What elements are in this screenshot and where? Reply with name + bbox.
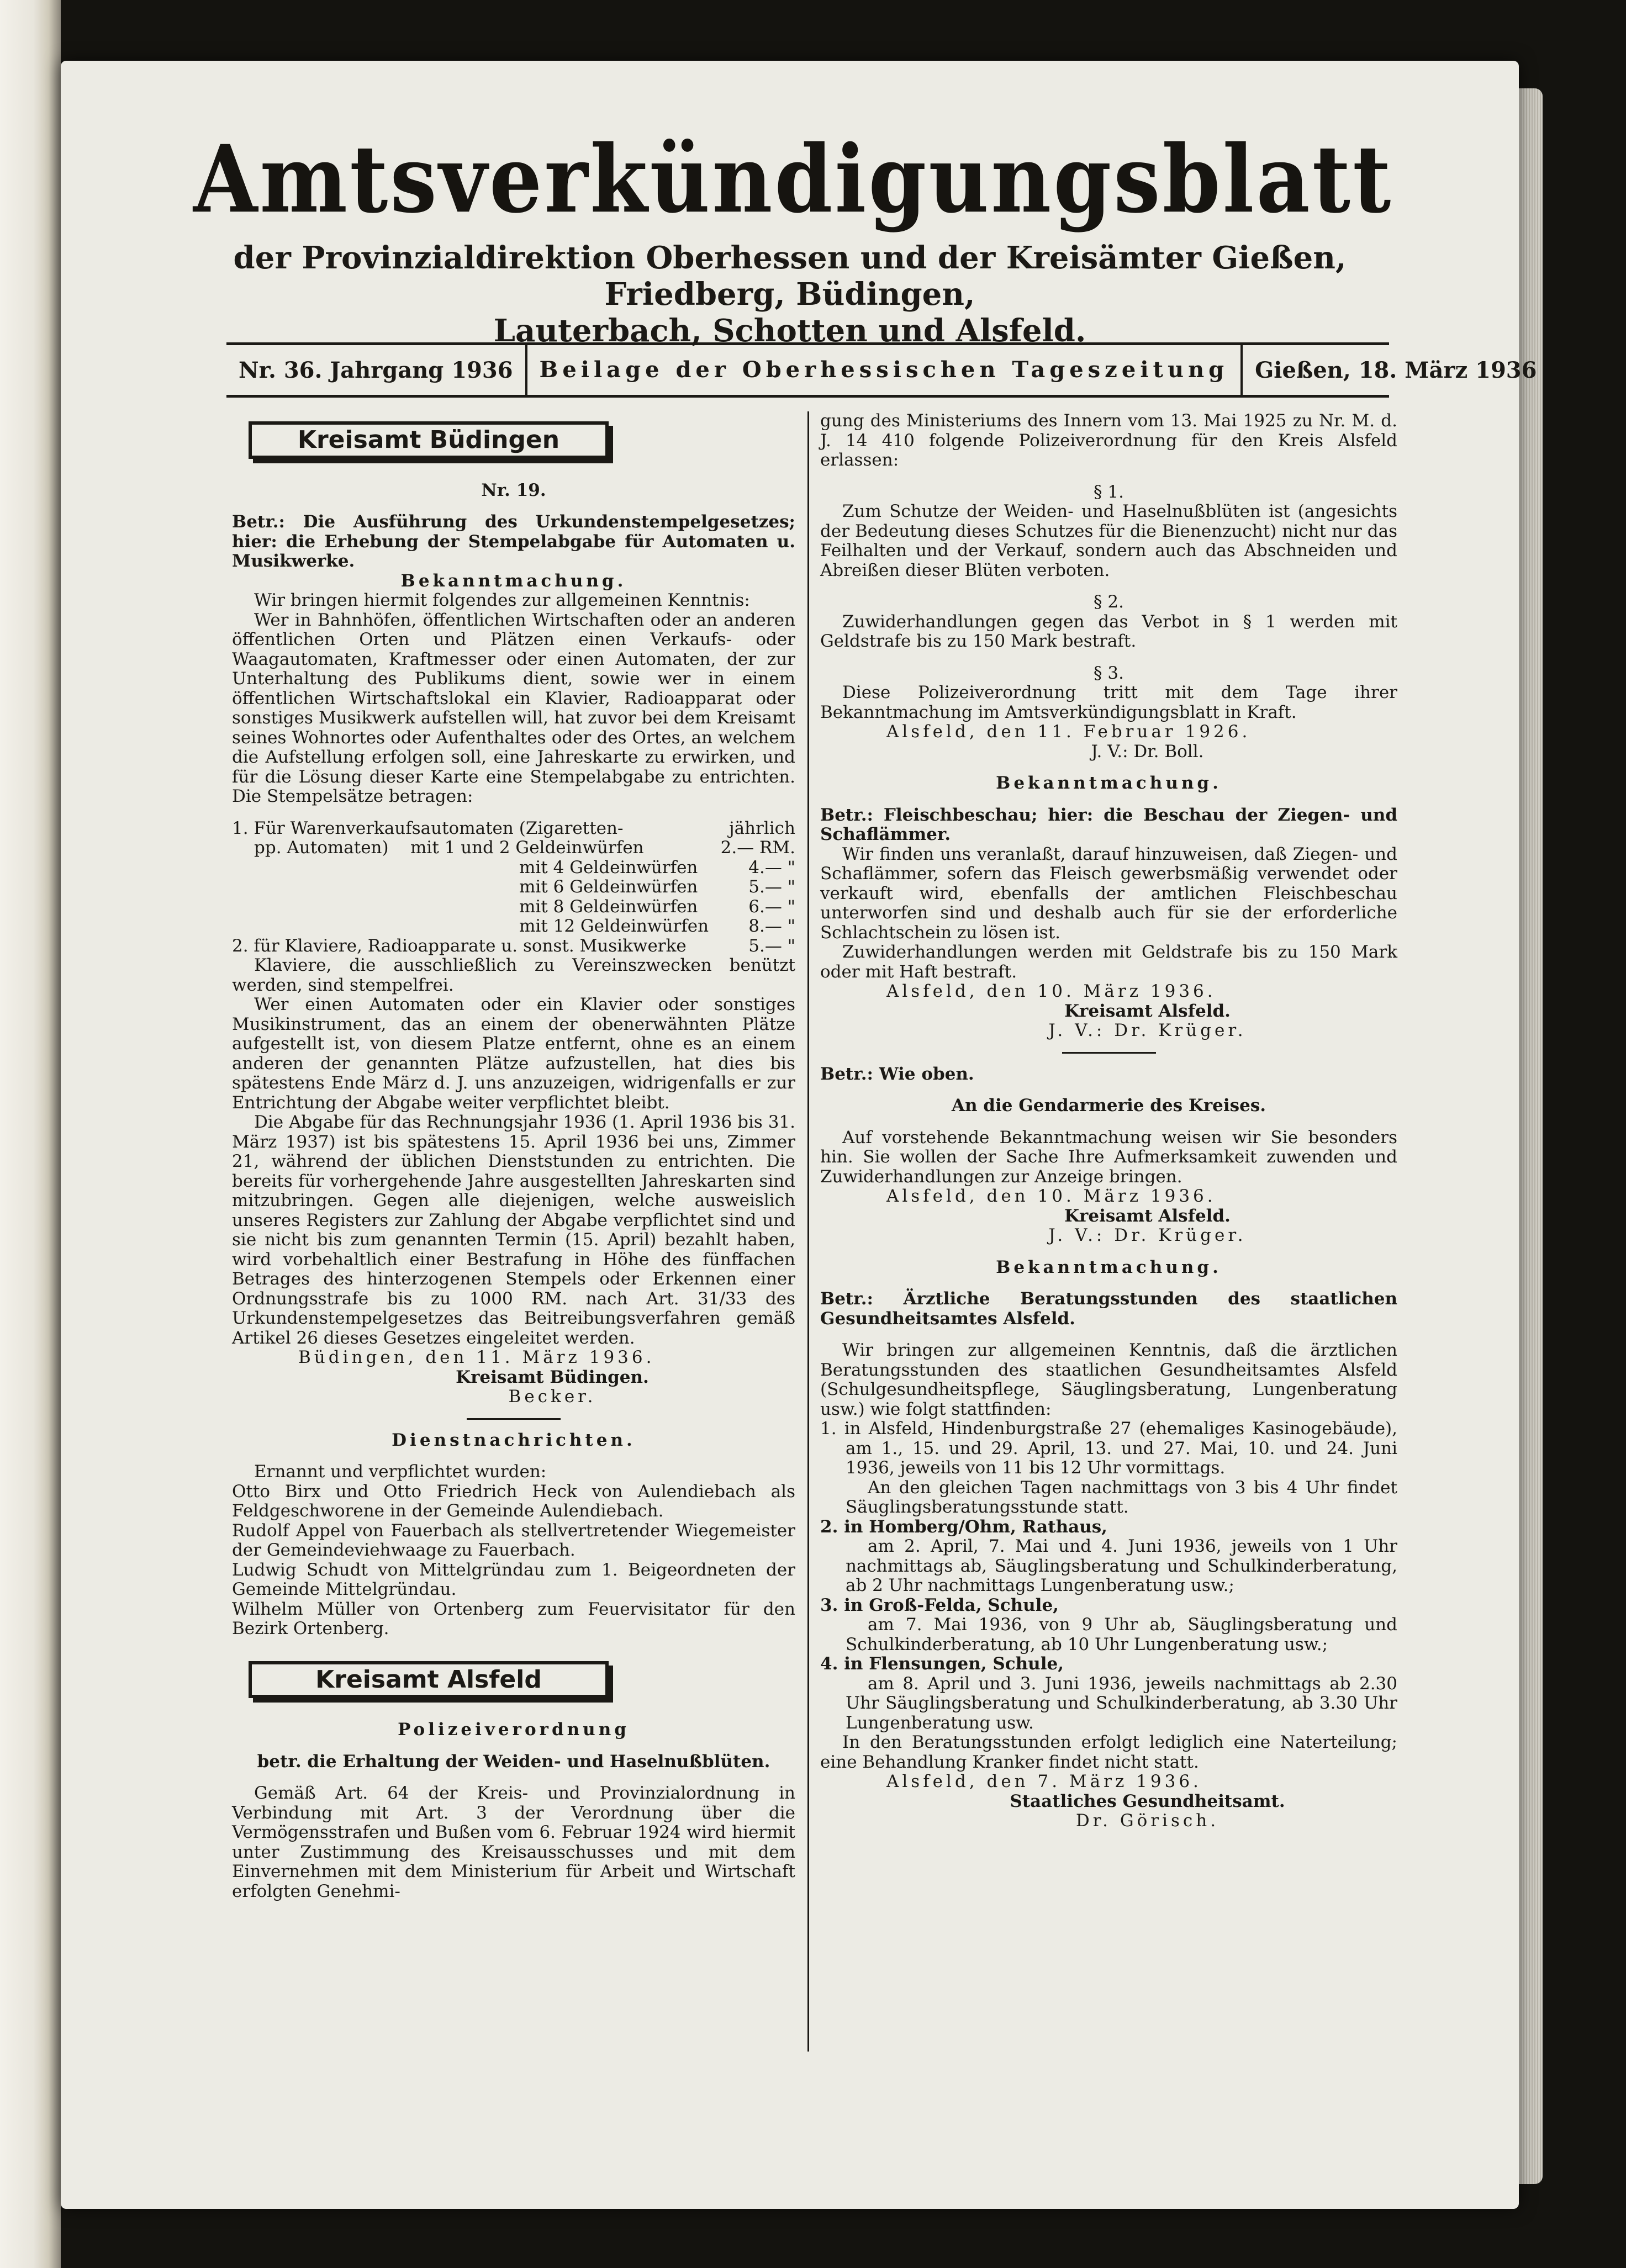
section-heading-dienstnachrichten: Dienstnachrichten.: [392, 1430, 636, 1450]
subtitle-line-2: Lauterbach, Schotten und Alsfeld.: [493, 313, 1086, 349]
fee-line: pp. Automaten) mit 1 und 2 Geldeinwürfen: [254, 838, 644, 858]
paragraph: In den Beratungsstunden erfolgt lediglich eine Naterteilung; eine Behandlung Kranker findet nicht statt.: [820, 1732, 1397, 1772]
column-divider: [807, 411, 809, 2052]
paragraph: Gemäß Art. 64 der Kreis- und Provinzialordnung in Verbindung mit Art. 3 der Verordnung über die Vermögensstrafen und Bußen vom 6. Februar 1924 wird hiermit unter Zustimmung des Kreisausschusses und mit dem Einvernehmen mit dem Ministerium für Arbeit und Wirtschaft erfolgten Genehmi-: [232, 1783, 795, 1901]
supplement-label: Beilage der Oberhessischen Tageszeitung: [525, 345, 1243, 395]
paragraph: Zum Schutze der Weiden- und Haselnußblüten ist (angesichts der Bedeutung dieses Schutzes für die Bienenzucht) nicht nur das Feilhalten und der Verkauf, sondern auch das Abschneiden und Abreißen dieser Blüten verboten.: [820, 501, 1397, 580]
notice-subject: Betr.: Fleischbeschau; hier: die Beschau der Ziegen- und Schaflämmer.: [820, 805, 1397, 844]
list-item: 2. in Homberg/Ohm, Rathaus,: [820, 1516, 1107, 1537]
list-item-detail: am 7. Mai 1936, von 9 Uhr ab, Säuglingsberatung und Schulkinderberatung, ab 10 Uhr Lungenberatung usw.;: [846, 1615, 1397, 1654]
paragraph: Klaviere, die ausschließlich zu Vereinszwecken benützt werden, sind stempelfrei.: [232, 955, 795, 995]
fee-line: mit 6 Geldeinwürfen: [519, 877, 698, 897]
fee-value: 8.— ": [748, 916, 795, 936]
signature-name: J. V.: Dr. Krüger.: [1048, 1225, 1247, 1245]
list-item: 1. in Alsfeld, Hindenburgstraße 27 (ehemaliges Kasinogebäude), am 1., 15. und 29. April, 13. und 27. Mai, 10. und 24. Juni 1936, jeweils von 11 bis 12 Uhr vormittags.: [820, 1419, 1397, 1478]
place-date-line: Alsfeld, den 7. März 1936.: [886, 1772, 1202, 1791]
paragraph: Ernannt und verpflichtet wurden:: [254, 1462, 547, 1482]
signature-authority: Kreisamt Alsfeld.: [1064, 1001, 1231, 1021]
section-header-kreisamt-alsfeld: Kreisamt Alsfeld: [249, 1661, 609, 1699]
page-stack-edge: [1516, 88, 1543, 2184]
fee-value: 4.— ": [748, 857, 795, 877]
fee-line: mit 12 Geldeinwürfen: [519, 916, 709, 936]
personnel-entry: Ludwig Schudt von Mittelgründau zum 1. Beigeordneten der Gemeinde Mittelgründau.: [232, 1559, 795, 1599]
paragraph: gung des Ministeriums des Innern vom 13. Mai 1925 zu Nr. M. d. J. 14 410 folgende Polizeiverordnung für den Kreis Alsfeld erlassen:: [820, 411, 1397, 470]
section-paragraph-2: § 2.: [1094, 592, 1124, 612]
section-header-kreisamt-buedingen: Kreisamt Büdingen: [249, 421, 609, 459]
paragraph: Zuwiderhandlungen gegen das Verbot in § 1 werden mit Geldstrafe bis zu 150 Mark bestraft.: [820, 611, 1397, 651]
left-column: [232, 411, 795, 1901]
paragraph: Auf vorstehende Bekanntmachung weisen wir Sie besonders hin. Sie wollen der Sache Ihre Aufmerksamkeit zuwenden und Zuwiderhandlungen zur Anzeige bringen.: [820, 1127, 1397, 1187]
section-paragraph-1: § 1.: [1094, 482, 1124, 502]
list-item-detail: am 8. April und 3. Juni 1936, jeweils nachmittags ab 2.30 Uhr Säuglingsberatung und Schulkinderberatung, ab 3.30 Uhr Lungenberatung usw.: [846, 1673, 1397, 1733]
notice-heading: Bekanntmachung.: [996, 773, 1222, 793]
masthead: [193, 88, 1393, 349]
personnel-entry: Rudolf Appel von Fauerbach als stellvertretender Wiegemeister der Gemeindeviehwaage zu Fauerbach.: [232, 1520, 795, 1560]
notice-heading: Bekanntmachung.: [996, 1257, 1222, 1277]
issue-info-bar: [226, 342, 1537, 398]
paragraph: Wir bringen zur allgemeinen Kenntnis, daß die ärztlichen Beratungsstunden des staatlichen Gesundheitsamtes Alsfeld (Schulgesundheitspflege, Säuglingsberatung, Lungenberatung usw.) wie folgt stattfinden:: [820, 1340, 1397, 1419]
list-item: 3. in Groß-Felda, Schule,: [820, 1595, 1059, 1615]
fee-value: 2.— RM.: [720, 838, 795, 858]
book-binding: [0, 0, 61, 2268]
place-date: Gießen, 18. März 1936: [1255, 357, 1537, 383]
fee-line: mit 4 Geldeinwürfen: [519, 857, 698, 877]
section-rule: [467, 1418, 561, 1420]
addressee: An die Gendarmerie des Kreises.: [951, 1096, 1266, 1116]
publication-title: Amtsverkündigungsblatt: [193, 125, 1393, 234]
notice-number: Nr. 19.: [481, 480, 546, 500]
notice-heading: Bekanntmachung.: [400, 570, 627, 591]
right-column: [820, 411, 1397, 1831]
paragraph: Diese Polizeiverordnung tritt mit dem Tage ihrer Bekanntmachung im Amtsverkündigungsblatt in Kraft.: [820, 683, 1397, 722]
place-date-line: Alsfeld, den 11. Februar 1926.: [886, 722, 1251, 742]
issue-number: Nr. 36. Jahrgang 1936: [239, 357, 513, 383]
notice-subject: betr. die Erhaltung der Weiden- und Haselnußblüten.: [257, 1751, 770, 1772]
notice-subject: Betr.: Wie oben.: [820, 1064, 974, 1084]
section-rule: [1062, 1052, 1156, 1054]
signature-name: Dr. Görisch.: [1075, 1811, 1220, 1831]
fee-line: 2. für Klaviere, Radioapparate u. sonst. Musikwerke: [232, 935, 687, 956]
fee-table: [232, 819, 795, 956]
paragraph: Wir finden uns veranlaßt, darauf hinzuweisen, daß Ziegen- und Schaflämmer, sofern das Fleisch gewerbsmäßig verwendet oder verkauft wird, ebenfalls der amtlichen Fleischbeschau unterworfen sind und deshalb auch für sie der erforderliche Schlachtschein zu lösen ist.: [820, 844, 1397, 943]
paragraph: Die Abgabe für das Rechnungsjahr 1936 (1. April 1936 bis 31. März 1937) ist bis spätestens 15. April 1936 bei uns, Zimmer 21, während der üblichen Dienststunden zu entrichten. Die bereits für vorhergehende Jahre ausgestellten Jahreskarten sind mitzubringen. Gegen alle diejenigen, welche ausweislich unseres Registers zur Zahlung der Abgabe verpflichtet sind und sie nicht bis zum genannten Termin (15. April) bezahlt haben, wird vorbehaltlich einer Bestrafung in Höhe des fünffachen Betrages des hinterzogenen Stempels oder Erkennen einer Ordnungsstrafe bis zu 1000 RM. nach Art. 31/33 des Urkundenstempelgesetzes das Beitreibungsverfahren gemäß Artikel 26 dieses Gesetzes eingeleitet werden.: [232, 1112, 795, 1348]
personnel-entry: Otto Birx und Otto Friedrich Heck von Aulendiebach als Feldgeschworene in der Gemeinde Aulendiebach.: [232, 1481, 795, 1521]
place-date-line: Alsfeld, den 10. März 1936.: [886, 981, 1216, 1001]
fee-value: 5.— ": [748, 935, 795, 956]
paragraph: Wer einen Automaten oder ein Klavier oder sonstiges Musikinstrument, das an einem der obenerwähnten Plätze aufgestellt ist, von diesem Platze entfernt, ohne es an einem anderen der genannten Plätze aufzustellen, hat dies bis spätestens Ende März d. J. uns anzuzeigen, widrigenfalls er zur Entrichtung der Abgabe weiter verpflichtet bleibt.: [232, 995, 795, 1113]
place-date-line: Alsfeld, den 10. März 1936.: [886, 1186, 1216, 1206]
paragraph: Wer in Bahnhöfen, öffentlichen Wirtschaften oder an anderen öffentlichen Orten und Plätzen einen Verkaufs- oder Waagautomaten, Kraftmesser oder einen Automaten, der zur Unterhaltung des Publikums dient, sowie wer in einem öffentlichen Wirtschaftslokal ein Klavier, Radioapparat oder sonstiges Musikwerk aufstellen will, hat zuvor bei dem Kreisamt seines Wohnortes oder Aufenthaltes oder des Ortes, an welchem die Aufstellung erfolgen soll, eine Jahreskarte zu erwirken, und für die Lösung dieser Karte eine Stempelabgabe zu entrichten. Die Stempelsätze betragen:: [232, 610, 795, 806]
fee-header: jährlich: [728, 818, 795, 838]
notice-subject: Betr.: Die Ausführung des Urkundenstempelgesetzes; hier: die Erhebung der Stempelabgabe für Automaten u. Musikwerke.: [232, 512, 795, 571]
fee-line: mit 8 Geldeinwürfen: [519, 896, 698, 917]
personnel-entry: Wilhelm Müller von Ortenberg zum Feuervisitator für den Bezirk Ortenberg.: [232, 1599, 795, 1638]
paragraph: Zuwiderhandlungen werden mit Geldstrafe bis zu 150 Mark oder mit Haft bestraft.: [820, 942, 1397, 982]
signature-authority: Kreisamt Büdingen.: [456, 1367, 649, 1387]
list-item-detail: An den gleichen Tagen nachmittags von 3 bis 4 Uhr findet Säuglingsberatungsstunde statt.: [846, 1477, 1397, 1517]
fee-line: 1. Für Warenverkaufsautomaten (Zigaretten-: [232, 818, 624, 838]
notice-heading: Polizeiverordnung: [398, 1720, 630, 1740]
section-paragraph-3: § 3.: [1094, 663, 1124, 683]
list-item-detail: am 2. April, 7. Mai und 4. Juni 1936, jeweils von 1 Uhr nachmittags ab, Säuglingsberatung und Schulkinderberatung, ab 2 Uhr nachmittags Lungenberatung usw.;: [846, 1536, 1397, 1595]
signature-name: J. V.: Dr. Krüger.: [1048, 1021, 1247, 1040]
signature-authority: Kreisamt Alsfeld.: [1064, 1206, 1231, 1226]
subtitle-line-1: der Provinzialdirektion Oberhessen und der Kreisämter Gießen, Friedberg, Büdingen,: [233, 240, 1347, 313]
paragraph: Wir bringen hiermit folgendes zur allgemeinen Kenntnis:: [254, 590, 750, 610]
list-item: 4. in Flensungen, Schule,: [820, 1654, 1064, 1674]
signature-name: Becker.: [508, 1387, 596, 1407]
signature-authority: Staatliches Gesundheitsamt.: [1010, 1791, 1285, 1811]
fee-value: 5.— ": [748, 877, 795, 897]
notice-subject: Betr.: Ärztliche Beratungsstunden des staatlichen Gesundheitsamtes Alsfeld.: [820, 1289, 1397, 1329]
signature-name: J. V.: Dr. Boll.: [1091, 741, 1204, 762]
fee-value: 6.— ": [748, 896, 795, 917]
place-date-line: Büdingen, den 11. März 1936.: [298, 1347, 655, 1367]
